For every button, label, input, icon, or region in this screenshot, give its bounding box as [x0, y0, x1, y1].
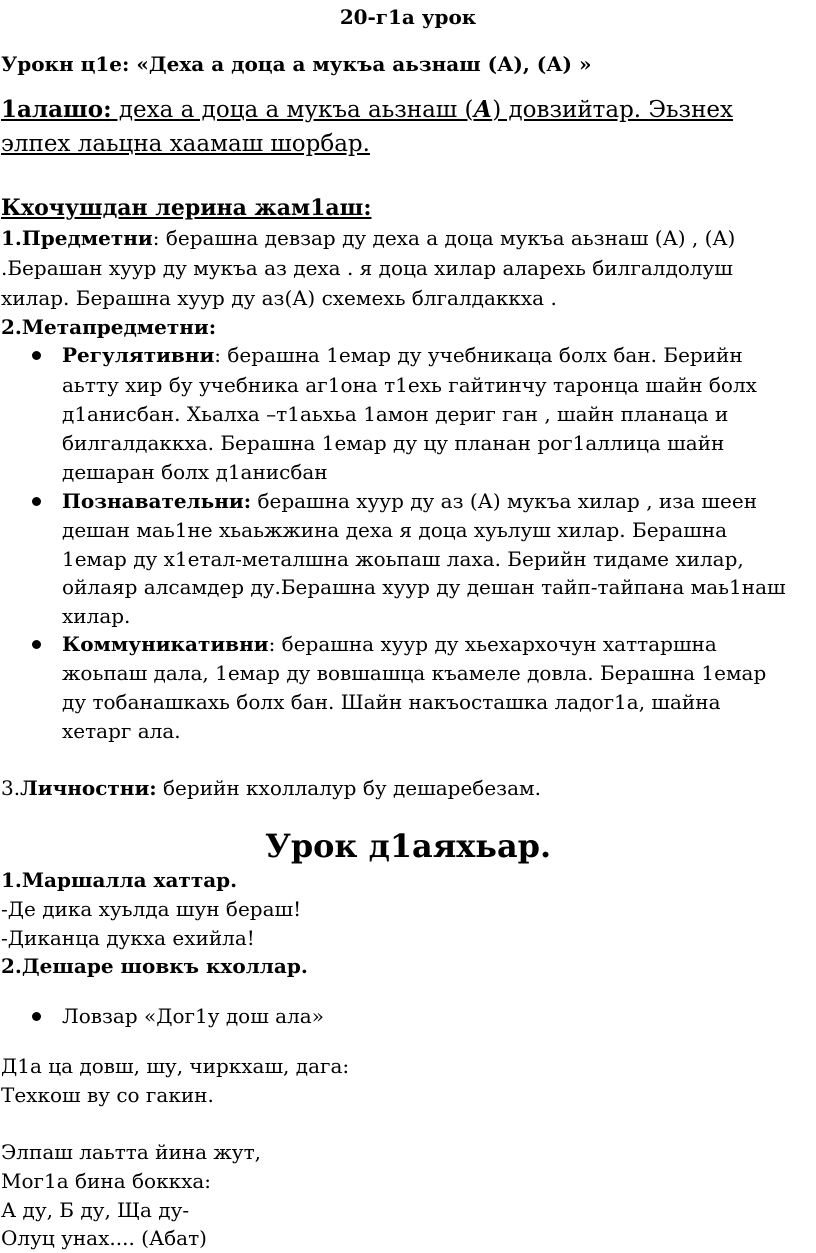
communicative-text-1: : берашна хуур ду хьехархочун хаттаршна	[268, 632, 717, 656]
regulative-text-1: : берашна 1емар ду учебникаца болх бан. Берийн	[214, 343, 743, 367]
regulative-line-4: билгалдаккха. Берашна 1емар ду цу планан рог1аллица шайн	[62, 431, 725, 455]
greeting-line-1: -Де дика хуьлда шун бераш!	[1, 897, 302, 921]
communicative-line-3: ду тобанашкахь болх бан. Шайн накъосташка ладог1а, шайна	[62, 690, 721, 714]
communicative-line-1	[62, 630, 717, 658]
goal-letter: А	[473, 96, 493, 123]
communicative-line-2: жоьпаш дала, 1емар ду вовшашца къамеле довла. Берашна 1емар	[62, 661, 767, 685]
subject-line-2: .Берашан хуур ду мукъа аз деха . я доца хилар аларехь билгалдолуш	[1, 256, 733, 280]
subject-line-1	[1, 224, 735, 252]
greeting-line-2: -Диканца дукха ехийла!	[1, 926, 255, 950]
cognitive-text-1: берашна хуур ду аз (А) мукъа хилар , иза шеен	[251, 489, 758, 513]
personal-text: берийн кхоллалур бу дешаребезам.	[156, 776, 541, 800]
step1-label: 1.Маршалла хаттар.	[1, 868, 238, 892]
step2-label: 2.Дешаре шовкъ кхоллар.	[1, 954, 308, 978]
personal-label: Личностни:	[20, 776, 157, 800]
poem-line-3: Элпаш лаьтта йина жут,	[1, 1140, 261, 1164]
poem-line-4: Мог1а бина боккха:	[1, 1169, 212, 1193]
outcomes-heading: Кхочушдан лерина жам1аш:	[1, 195, 372, 221]
bullet-icon	[32, 1012, 41, 1021]
cognitive-line-2: дешан маь1не хьаьжжина деха я доца хуьлуш хилар. Берашна	[62, 518, 728, 542]
goal-text-end: ) довзийтар. Эьзнех	[492, 97, 734, 123]
communicative-line-4: хетарг ала.	[62, 719, 181, 743]
bullet-icon	[32, 640, 41, 649]
personal-prefix: 3.	[1, 776, 21, 800]
poem-line-5: А ду, Б ду, Ща ду-	[1, 1198, 190, 1222]
game-title: Ловзар «Дог1у дош ала»	[62, 1004, 324, 1028]
cognitive-line-1	[62, 487, 757, 515]
cognitive-line-4: ойлаяр алсамдер ду.Берашна хуур ду дешан тайп-тайпана маь1наш	[62, 575, 786, 599]
goal-text-start: деха а доца а мукъа аьзнаш (	[111, 97, 474, 123]
bullet-icon	[32, 351, 41, 360]
cognitive-label: Познавательни:	[62, 489, 252, 513]
cognitive-line-3: 1емар ду х1етал-металшна жоьпаш лаха. Берийн тидаме хилар,	[62, 547, 744, 571]
poem-line-2: Техкош ву со гакин.	[1, 1083, 214, 1107]
goal-label: 1алашо:	[1, 96, 112, 123]
regulative-line-3: д1анисбан. Хьалха –т1аьхьа 1амон дериг ган , шайн планаца и	[62, 402, 729, 426]
lesson-number: 20-г1а урок	[339, 5, 477, 29]
goal-line-1	[1, 94, 733, 126]
goal-line-2: элпех лаьцна хаамаш шорбар.	[1, 131, 370, 157]
cognitive-line-5: хилар.	[62, 604, 131, 628]
poem-line-1: Д1а ца довш, шу, чиркхаш, дага:	[1, 1054, 350, 1078]
meta-label: 2.Метапредметни:	[1, 315, 217, 339]
regulative-line-2: аьтту хир бу учебника аг1она т1ехь гайтинчу таронца шайн болх	[62, 373, 757, 397]
regulative-line-5: дешаран болх д1анисбан	[62, 460, 328, 484]
communicative-label: Коммуникативни	[62, 632, 269, 656]
subject-line-3: хилар. Берашна хуур ду аз(А) схемехь блгалдаккха .	[1, 286, 557, 310]
poem-line-6: Олуц унах.... (Абат)	[1, 1226, 207, 1250]
lesson-topic: Урокн ц1е: «Деха а доца а мукъа аьзнаш (А), (А) »	[1, 52, 592, 76]
subject-label: 1.Предметни	[1, 226, 153, 250]
personal-line	[1, 774, 541, 802]
subject-text-1: : берашна девзар ду деха а доца мукъа аьзнаш (А) , (А)	[152, 226, 736, 250]
regulative-line-1	[62, 341, 743, 369]
bullet-icon	[32, 497, 41, 506]
lesson-flow-title: Урок д1аяхьар.	[264, 827, 552, 865]
regulative-label: Регулятивни	[62, 343, 215, 367]
